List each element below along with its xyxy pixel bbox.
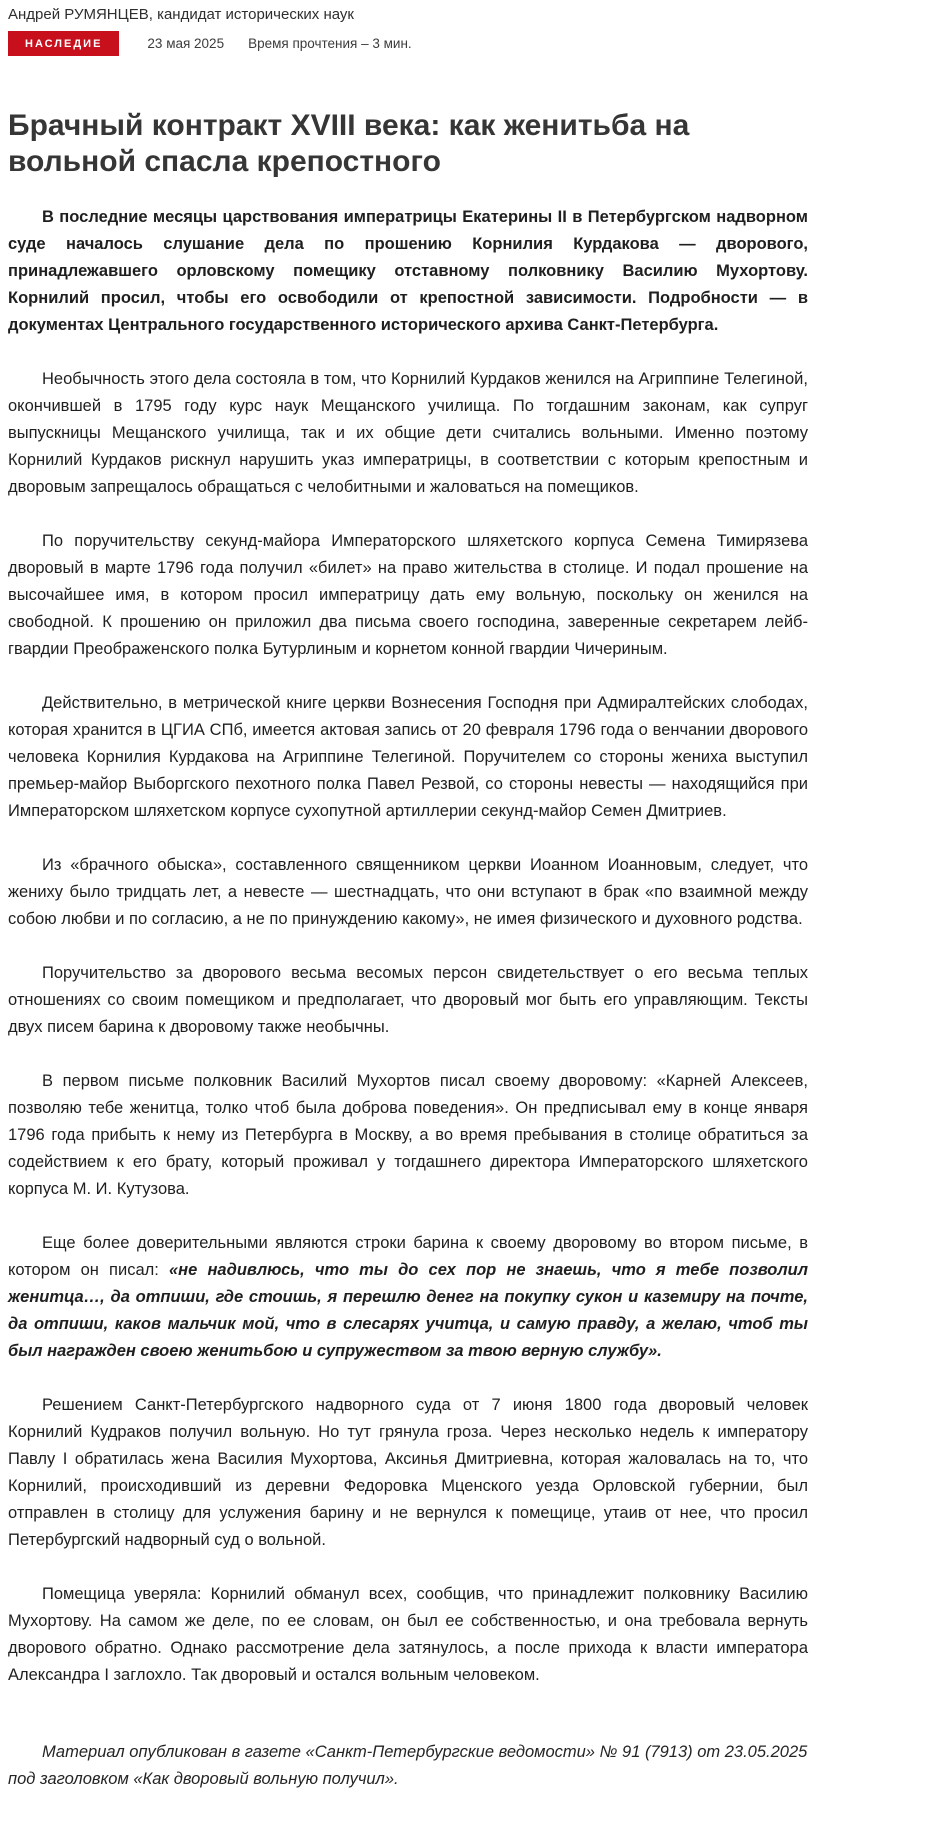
paragraph: В первом письме полковник Василий Мухортов писал своему дворовому: «Карней Алексеев, позволяю тебе женитца, толко чтоб была доброва поведения». Он предписывал ему в конце января 1796 года прибыть к нему из Петербурга в Москву, а во время пребывания в столице обратиться за содействием к его брату, который проживал у тогдашнего директора Императорского шляхетского корпуса М. И. Кутузова.	[8, 1072, 808, 1198]
paragraph: По поручительству секунд-майора Императорского шляхетского корпуса Семена Тимирязева дворовый в марте 1796 года получил «билет» на право жительства в столице. И подал прошение на высочайшее имя, в котором просил императрицу дать ему вольную, поскольку он женился на свободной. К прошению он приложил два письма своего господина, заверенные секретарем лейб-гвардии Преображенского полка Бутурлиным и корнетом конной гвардии Чичериным.	[8, 532, 808, 658]
category-badge[interactable]: НАСЛЕДИЕ	[8, 31, 119, 56]
author-byline: Андрей РУМЯНЦЕВ, кандидат исторических наук	[8, 6, 354, 23]
paragraph: Из «брачного обыска», составленного священником церкви Иоанном Иоанновым, следует, что жениху было тридцать лет, а невесте — шестнадцать, что они вступают в брак «по взаимной между собою любви и по согласию, а не по принуждению какому», не имея физического и духовного родства.	[8, 856, 808, 928]
reading-time: Время прочтения – 3 мин.	[248, 36, 412, 51]
quote-intro-text: Еще более доверительными являются строки барина к своему дворовому во втором письме, в котором он писал:	[8, 1234, 808, 1279]
lead-paragraph: В последние месяцы царствования императрицы Екатерины II в Петербургском надворном суде началось слушание дела по прошению Корнилия Курдакова — дворового, принадлежавшего орловскому помещику отставному полковнику Василию Мухортову. Корнилий просил, чтобы его освободили от крепостной зависимости. Подробности — в документах Центрального государственного исторического архива Санкт-Петербурга.	[8, 208, 808, 334]
paragraph: Помещица уверяла: Корнилий обманул всех, сообщив, что принадлежит полковнику Василию Мухортову. На самом же деле, по ее словам, он был ее собственностью, и она требовала вернуть дворового обратно. Однако рассмотрение дела затянулось, а после прихода к власти императора Александра I заглохло. Так дворовый и остался вольным человеком.	[8, 1585, 808, 1684]
paragraph-with-quote	[8, 1230, 808, 1365]
paragraph: Поручительство за дворового весьма весомых персон свидетельствует о его весьма теплых отношениях со своим помещиком и предполагает, что дворовый мог быть его управляющим. Тексты двух писем барина к дворовому также необычны.	[8, 964, 808, 1036]
article-title: Брачный контракт XVIII века: как женитьба на вольной спасла крепостного	[8, 109, 690, 178]
paragraph: Действительно, в метрической книге церкви Вознесения Господня при Адмиралтейских слободах, которая хранится в ЦГИА СПб, имеется актовая запись от 20 февраля 1796 года о венчании дворового человека Корнилия Курдакова на Агриппине Телегиной. Поручителем со стороны жениха выступил премьер-майор Выборгского пехотного полка Павел Резвой, со стороны невесты — находящийся при Императорском шляхетском корпусе сухопутной артиллерии секунд-майор Семен Дмитриев.	[8, 694, 808, 820]
publication-footnote: Материал опубликован в газете «Санкт-Петербургские ведомости» № 91 (7913) от 23.05.2025 под заголовком «Как дворовый вольную получил».	[8, 1743, 808, 1788]
letter-quote-text: «не надивлюсь, что ты до сех пор не знаешь, что я тебе позволил женитца…, да отпиши, где стоишь, я перешлю денег на покупку сукон и каземиру на почте, да отпиши, каков мальчик мой, что в слесарях учитца, и самую правду, а желаю, чтоб ты был награжден своею женитьбою и супружеством за твою верную службу».	[8, 1261, 808, 1360]
paragraph: Решением Санкт-Петербургского надворного суда от 7 июня 1800 года дворовый человек Корнилий Кудраков получил вольную. Но тут грянула гроза. Через несколько недель к императору Павлу I обратилась жена Василия Мухортова, Аксинья Дмитриевна, которая жаловалась на то, что Корнилий, происходивший из деревни Федоровка Мценского уезда Орловской губернии, был отправлен в столицу для услужения барину и не вернулся к помещице, утаив от нее, что просил Петербургский надворный суд о вольной.	[8, 1396, 808, 1549]
article-meta-row	[8, 31, 947, 56]
article-body	[8, 108, 808, 1793]
paragraph: Необычность этого дела состояла в том, что Корнилий Курдаков женился на Агриппине Телегиной, окончившей в 1795 году курс наук Мещанского училища. По тогдашним законам, как супруг выпускницы Мещанского училища, так и их общие дети считались вольными. Именно поэтому Корнилий Курдаков рискнул нарушить указ императрицы, в соответствии с которым крепостным и дворовым запрещалось обращаться с челобитными и жаловаться на помещиков.	[8, 370, 808, 496]
publish-date: 23 мая 2025	[147, 36, 225, 51]
